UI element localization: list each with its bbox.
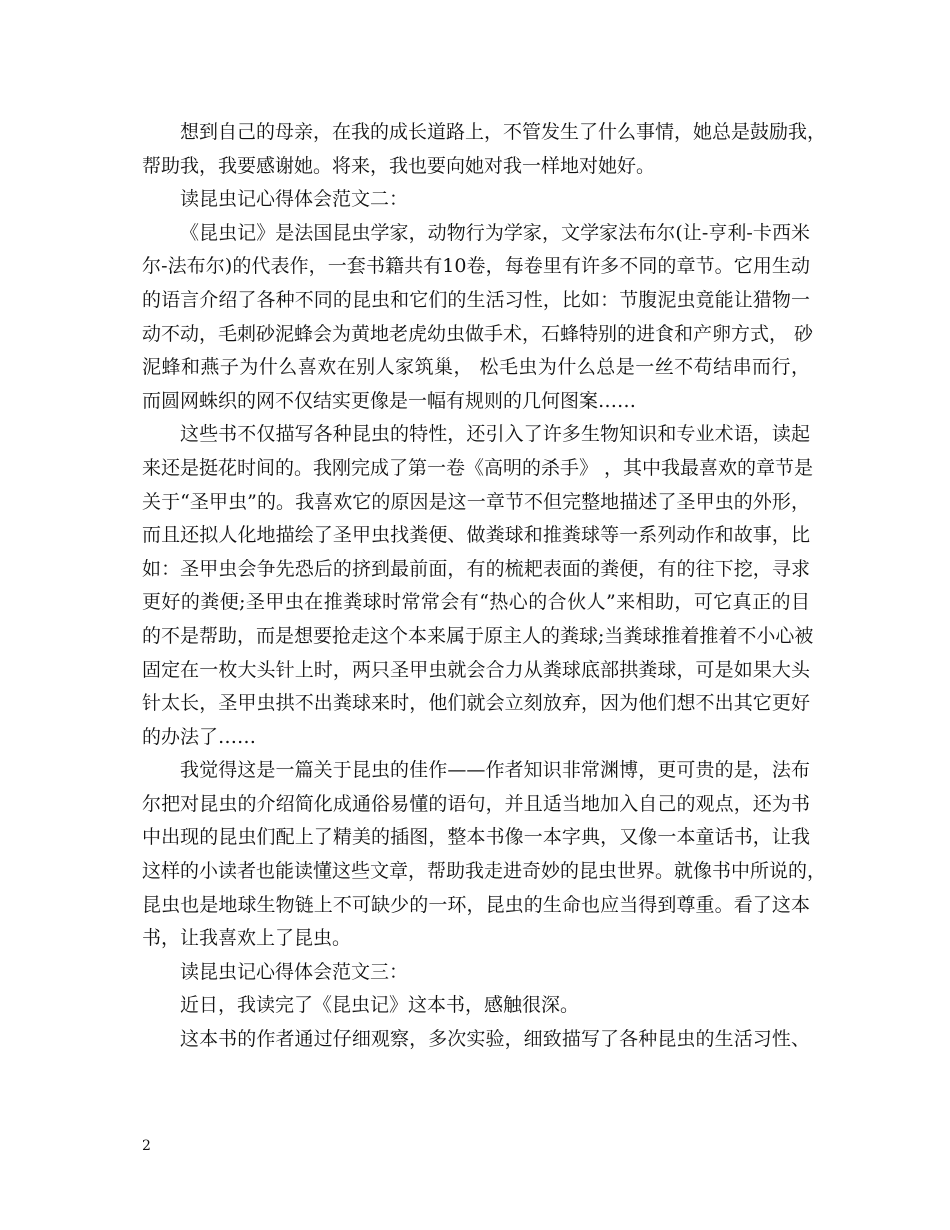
- text-line: 中出现的昆虫们配上了精美的插图，整本书像一本字典，又像一本童话书，让我: [142, 826, 810, 849]
- text-line: 读昆虫记心得体会范文二：: [180, 188, 409, 211]
- page-number: 2: [142, 1138, 151, 1154]
- text-line: 这些书不仅描写各种昆虫的特性，还引入了许多生物知识和专业术语，读起: [180, 423, 810, 446]
- text-line: 来还是挺花时间的。我刚完成了第一卷《高明的杀手》 ，其中我最喜欢的章节是: [142, 456, 814, 479]
- text-line: 如：圣甲虫会争先恐后的挤到最前面，有的梳耙表面的粪便，有的往下挖，寻求: [142, 557, 810, 580]
- text-line: 这本书的作者通过仔细观察，多次实验，细致描写了各种昆虫的生活习性、: [180, 1028, 810, 1051]
- text-line: 动不动，毛刺砂泥蜂会为黄地老虎幼虫做手术，石蜂特别的进食和产卵方式， 砂: [142, 322, 814, 345]
- text-line: 的不是帮助，而是想要抢走这个本来属于原主人的粪球;当粪球推着推着不小心被: [142, 624, 814, 647]
- text-line: 这样的小读者也能读懂这些文章，帮助我走进奇妙的昆虫世界。就像书中所说的，: [142, 860, 827, 883]
- text-line: 《昆虫记》是法国昆虫学家，动物行为学家，文学家法布尔(让-亨利-卡西米: [180, 221, 810, 244]
- text-line: 我觉得这是一篇关于昆虫的佳作——作者知识非常渊博，更可贵的是，法布: [180, 759, 810, 782]
- text-line: 而圆网蛛织的网不仅结实更像是一幅有规则的几何图案……: [142, 389, 637, 412]
- text-line: 针太长，圣甲虫拱不出粪球来时，他们就会立刻放弃，因为他们想不出其它更好: [142, 692, 810, 715]
- text-line: 尔-法布尔)的代表作，一套书籍共有10卷，每卷里有许多不同的章节。它用生动: [142, 255, 810, 278]
- text-line: 的语言介绍了各种不同的昆虫和它们的生活习性，比如：节腹泥虫竟能让猎物一: [142, 288, 810, 311]
- text-line: 近日，我读完了《昆虫记》这本书，感触很深。: [180, 994, 580, 1017]
- text-line: 尔把对昆虫的介绍简化成通俗易懂的语句，并且适当地加入自己的观点，还为书: [142, 792, 810, 815]
- text-line: 的办法了……: [142, 725, 257, 748]
- text-line: 而且还拟人化地描绘了圣甲虫找粪便、做粪球和推粪球等一系列动作和故事，比: [142, 524, 810, 547]
- document-body: [142, 116, 827, 1057]
- text-line: 读昆虫记心得体会范文三：: [180, 960, 409, 983]
- text-line: 昆虫也是地球生物链上不可缺少的一环，昆虫的生命也应当得到尊重。看了这本: [142, 893, 810, 916]
- text-line: 更好的粪便;圣甲虫在推粪球时常常会有“热心的合伙人”来相助，可它真正的目: [142, 591, 810, 614]
- text-line: 泥蜂和燕子为什么喜欢在别人家筑巢， 松毛虫为什么总是一丝不苟结串而行，: [142, 356, 810, 379]
- text-line: 关于“圣甲虫”的。我喜欢它的原因是这一章节不但完整地描述了圣甲虫的外形，: [142, 490, 810, 513]
- text-line: 固定在一枚大头针上时，两只圣甲虫就会合力从粪球底部拱粪球，可是如果大头: [142, 658, 810, 681]
- text-line: 帮助我，我要感谢她。将来，我也要向她对我一样地对她好。: [142, 154, 656, 177]
- text-line: 书，让我喜欢上了昆虫。: [142, 927, 352, 950]
- text-line: 想到自己的母亲，在我的成长道路上，不管发生了什么事情，她总是鼓励我，: [180, 121, 827, 143]
